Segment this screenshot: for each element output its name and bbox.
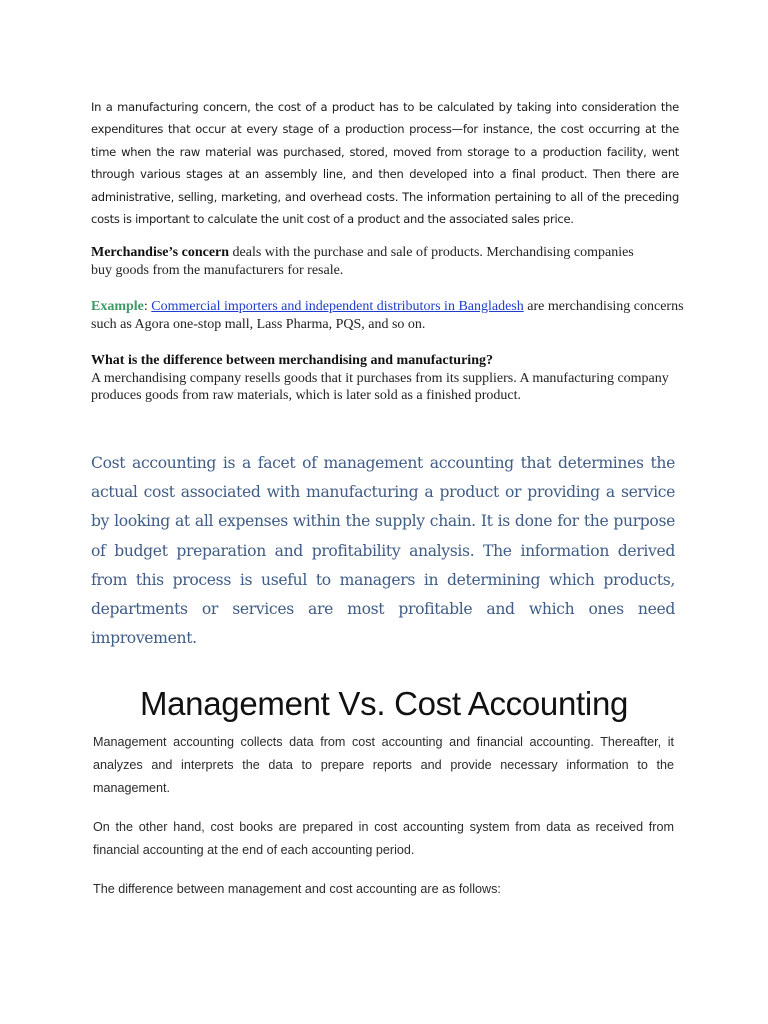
merchandise-lead: Merchandise’s concern	[91, 245, 230, 260]
difference-question: What is the difference between merchandising and manufacturing?	[91, 353, 493, 368]
example-text: are merchandising concerns such as Agora one-stop mall, Lass Pharma, PQS, and so on.	[91, 299, 684, 332]
difference-intro-paragraph: The difference between management and cost accounting are as follows:	[93, 882, 501, 896]
example-label: Example	[91, 299, 144, 314]
merchandise-text: deals with the purchase and sale of products. Merchandising companies buy goods from the manufacturers for resale.	[91, 245, 634, 278]
management-accounting-paragraph: Management accounting collects data from cost accounting and financial accounting. Thereafter, it analyzes and interprets the data to prepare reports and provide necessary information to the management.	[93, 735, 674, 795]
cost-books-paragraph: On the other hand, cost books are prepared in cost accounting system from data as received from financial accounting at the end of each accounting period.	[93, 820, 674, 857]
bangladesh-distributors-link[interactable]: Commercial importers and independent distributors in Bangladesh	[151, 299, 524, 314]
difference-paragraph	[91, 352, 691, 405]
example-paragraph	[91, 298, 691, 333]
cost-accounting-paragraph: Cost accounting is a facet of management accounting that determines the actual cost associated with manufacturing a product or providing a service by looking at all expenses within the supply chain. It is done for the purpose of budget preparation and profitability analysis. The information derived from this process is useful to managers in determining which products, departments or services are most profitable and which ones need improvement.	[91, 454, 675, 648]
intro-paragraph: In a manufacturing concern, the cost of a product has to be calculated by taking into consideration the expenditures that occur at every stage of a production process—for instance, the cost occurring at the time when the raw material was purchased, stored, moved from storage to a production facility, went through various stages at an assembly line, and then developed into a final product. Then there are administrative, selling, marketing, and overhead costs. The information pertaining to all of the preceding costs is important to calculate the unit cost of a product and the associated sales price.	[91, 100, 679, 227]
merchandise-paragraph	[91, 244, 651, 279]
difference-answer: A merchandising company resells goods that it purchases from its suppliers. A manufacturing company produces goods from raw materials, which is later sold as a finished product.	[91, 370, 669, 403]
example-colon: :	[143, 299, 152, 314]
section-heading: Management Vs. Cost Accounting	[139, 685, 629, 722]
